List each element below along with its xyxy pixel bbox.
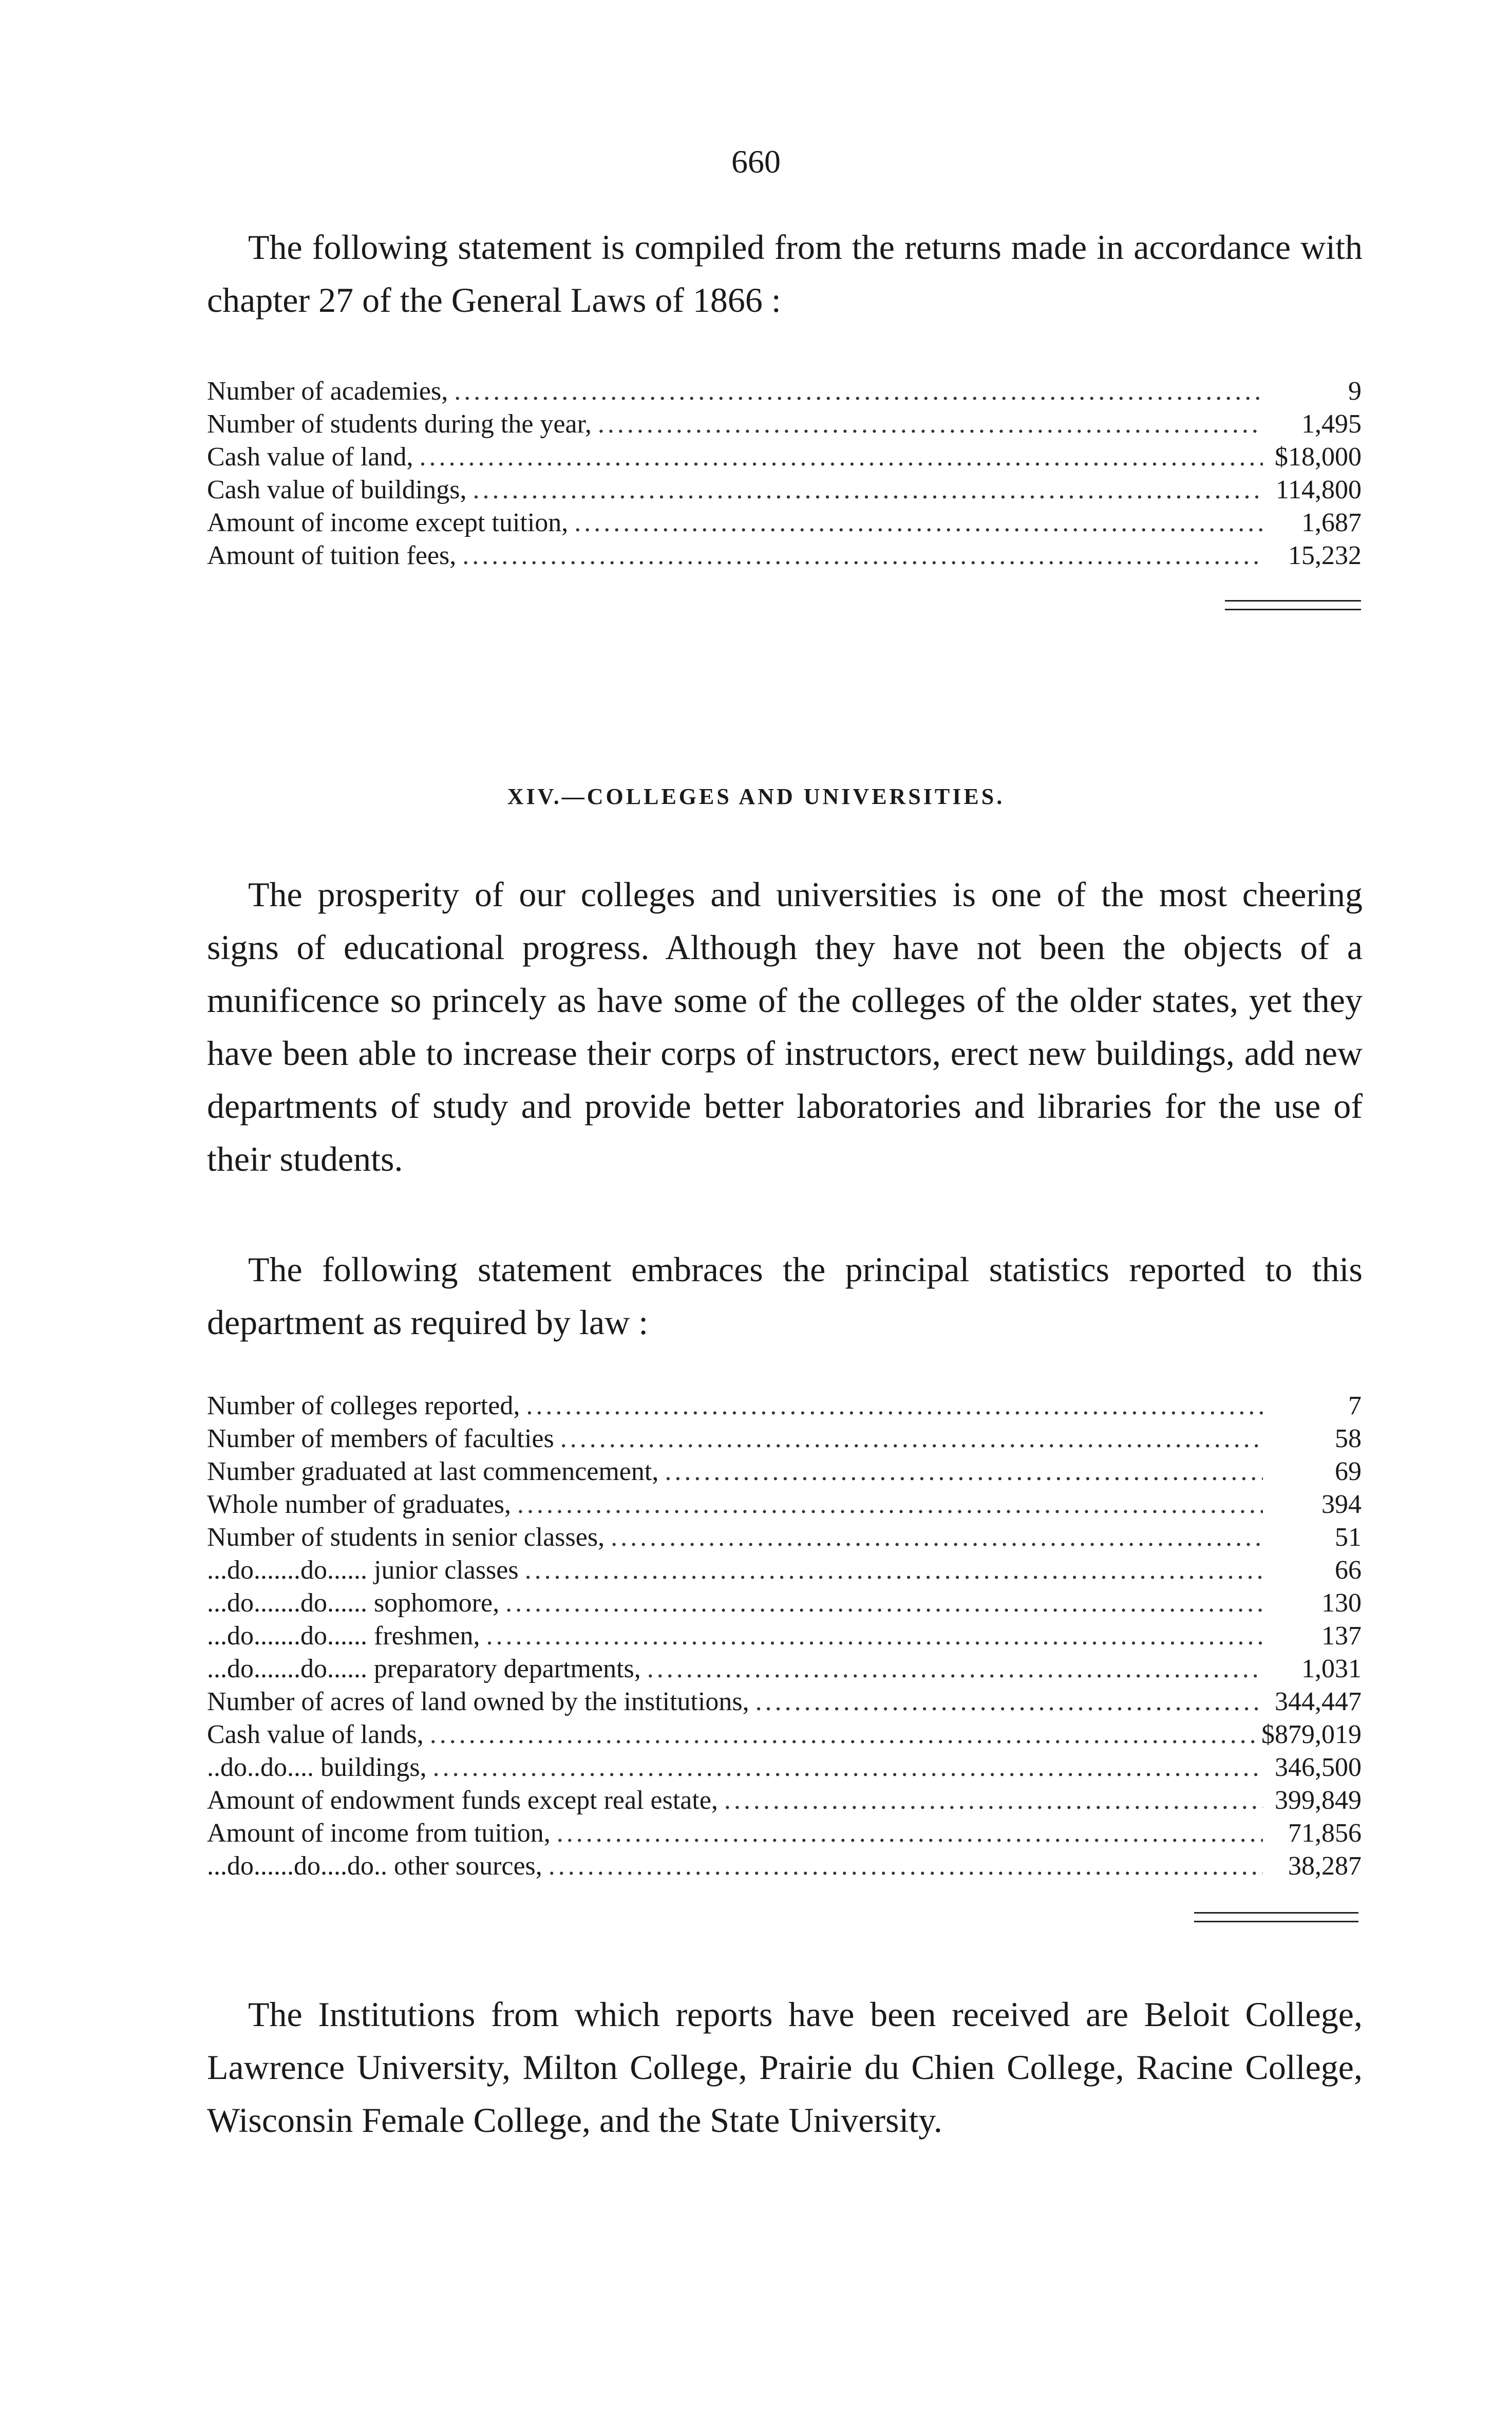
colleges-table-row — [207, 1653, 1362, 1685]
dot-leader — [430, 1718, 1255, 1751]
dot-leader — [433, 1751, 1263, 1784]
colleges-table-row-value: 137 — [1321, 1621, 1362, 1651]
dot-leader — [419, 441, 1263, 474]
colleges-table-total-rule — [1194, 1912, 1358, 1922]
dot-leader — [473, 474, 1263, 507]
dot-leader — [505, 1587, 1263, 1620]
academies-table-row-label: Number of students during the year, — [207, 409, 592, 439]
dot-leader — [557, 1817, 1263, 1850]
colleges-table-row — [207, 1817, 1362, 1850]
dot-leader — [517, 1488, 1263, 1521]
intro-paragraph — [207, 221, 1363, 327]
colleges-table-row-value: 394 — [1321, 1490, 1362, 1519]
colleges-table-row — [207, 1488, 1362, 1521]
colleges-table-row-label: ...do.......do...... preparatory departments, — [207, 1654, 641, 1683]
prosperity-paragraph-text: The prosperity of our colleges and universities is one of the most cheering signs of educational progress. Although they have not been the objects of a munificence so princely as have some of the colleges of the older states, yet they have been able to increase their corps of instructors, erect new buildings, add new departments of study and provide better laboratories and libraries for the use of their students. — [207, 875, 1363, 1178]
colleges-statistics-table — [207, 1390, 1362, 1883]
statement-paragraph — [207, 1243, 1363, 1349]
colleges-table-row-label: Number of students in senior classes, — [207, 1523, 605, 1552]
colleges-table-row-label: ...do......do....do.. other sources, — [207, 1851, 542, 1881]
colleges-table-row — [207, 1850, 1362, 1883]
colleges-table-row-label: Whole number of graduates, — [207, 1490, 512, 1519]
colleges-table-row — [207, 1554, 1362, 1587]
academies-table-row — [207, 539, 1362, 572]
academies-table-row-value: 15,232 — [1288, 541, 1362, 570]
dot-leader — [724, 1784, 1263, 1817]
dot-leader — [549, 1850, 1263, 1883]
dot-leader — [665, 1455, 1263, 1488]
academies-table-row — [207, 441, 1362, 474]
colleges-table-row-value: 69 — [1335, 1457, 1362, 1486]
statement-paragraph-text: The following statement embraces the principal statistics reported to this department as required by law : — [207, 1250, 1363, 1342]
colleges-table-row-value: 71,856 — [1288, 1819, 1362, 1848]
colleges-table-row — [207, 1751, 1362, 1784]
colleges-table-row — [207, 1587, 1362, 1620]
colleges-table-row-value: 51 — [1335, 1523, 1362, 1552]
dot-leader — [598, 408, 1263, 441]
academies-table-row-value: 9 — [1348, 377, 1362, 406]
colleges-table-row — [207, 1685, 1362, 1718]
colleges-table-row-label: Number of members of faculties — [207, 1424, 554, 1453]
colleges-table-row-value: 1,031 — [1301, 1654, 1362, 1683]
academies-statistics-table — [207, 375, 1362, 572]
dot-leader — [525, 1554, 1263, 1587]
academies-table-row-label: Cash value of buildings, — [207, 475, 467, 504]
colleges-table-row-value: 38,287 — [1288, 1851, 1362, 1881]
dot-leader — [454, 375, 1263, 408]
colleges-table-row-value: 58 — [1335, 1424, 1362, 1453]
academies-table-total-rule — [1225, 600, 1361, 610]
colleges-table-row-label: ...do.......do...... sophomore, — [207, 1588, 500, 1618]
dot-leader — [462, 539, 1263, 572]
academies-table-row — [207, 507, 1362, 539]
colleges-table-row-label: ..do..do.... buildings, — [207, 1753, 427, 1782]
page-number: 660 — [731, 143, 781, 180]
colleges-table-row-value: $879,019 — [1261, 1720, 1362, 1749]
colleges-table-row — [207, 1521, 1362, 1554]
dot-leader — [526, 1390, 1263, 1422]
academies-table-row-label: Number of academies, — [207, 377, 448, 406]
dot-leader — [647, 1653, 1263, 1685]
colleges-table-row-label: ...do.......do...... freshmen, — [207, 1621, 480, 1651]
dot-leader — [486, 1620, 1263, 1653]
institutions-paragraph-text: The Institutions from which reports have been received are Beloit College, Lawrence University, Milton College, Prairie du Chien College, Racine College, Wisconsin Female College, and the State University. — [207, 1995, 1363, 2140]
academies-table-row-value: 114,800 — [1275, 475, 1362, 504]
academies-table-row — [207, 375, 1362, 408]
dot-leader — [560, 1422, 1263, 1455]
colleges-table-row-value: 66 — [1335, 1556, 1362, 1585]
colleges-table-row-value: 399,849 — [1275, 1786, 1362, 1815]
colleges-table-row-label: ...do.......do...... junior classes — [207, 1556, 519, 1585]
dot-leader — [755, 1685, 1263, 1718]
colleges-table-row-label: Number of colleges reported, — [207, 1391, 520, 1420]
colleges-table-row-value: 7 — [1348, 1391, 1362, 1420]
academies-table-row-value: 1,687 — [1301, 508, 1362, 537]
academies-table-row — [207, 474, 1362, 507]
colleges-table-row-label: Amount of income from tuition, — [207, 1819, 551, 1848]
dot-leader — [574, 507, 1263, 539]
colleges-table-row-label: Amount of endowment funds except real estate, — [207, 1786, 718, 1815]
academies-table-row-label: Amount of tuition fees, — [207, 541, 457, 570]
colleges-table-row — [207, 1455, 1362, 1488]
prosperity-paragraph — [207, 868, 1363, 1186]
colleges-table-row-label: Number of acres of land owned by the institutions, — [207, 1687, 749, 1716]
academies-table-row-value: $18,000 — [1275, 442, 1362, 472]
section-heading: XIV.—COLLEGES AND UNIVERSITIES. — [507, 784, 1005, 809]
colleges-table-row — [207, 1422, 1362, 1455]
colleges-table-row-value: 344,447 — [1275, 1687, 1362, 1716]
intro-paragraph-text: The following statement is compiled from the returns made in accordance with chapter 27 of the General Laws of 1866 : — [207, 228, 1363, 320]
academies-table-row — [207, 408, 1362, 441]
academies-table-row-value: 1,495 — [1301, 409, 1362, 439]
academies-table-row-label: Cash value of land, — [207, 442, 413, 472]
academies-table-row-label: Amount of income except tuition, — [207, 508, 569, 537]
institutions-paragraph — [207, 1988, 1363, 2147]
colleges-table-row — [207, 1784, 1362, 1817]
colleges-table-row — [207, 1390, 1362, 1422]
colleges-table-row-label: Cash value of lands, — [207, 1720, 424, 1749]
colleges-table-row-value: 346,500 — [1275, 1753, 1362, 1782]
colleges-table-row — [207, 1718, 1362, 1751]
colleges-table-row — [207, 1620, 1362, 1653]
dot-leader — [611, 1521, 1263, 1554]
colleges-table-row-value: 130 — [1321, 1588, 1362, 1618]
colleges-table-row-label: Number graduated at last commencement, — [207, 1457, 659, 1486]
